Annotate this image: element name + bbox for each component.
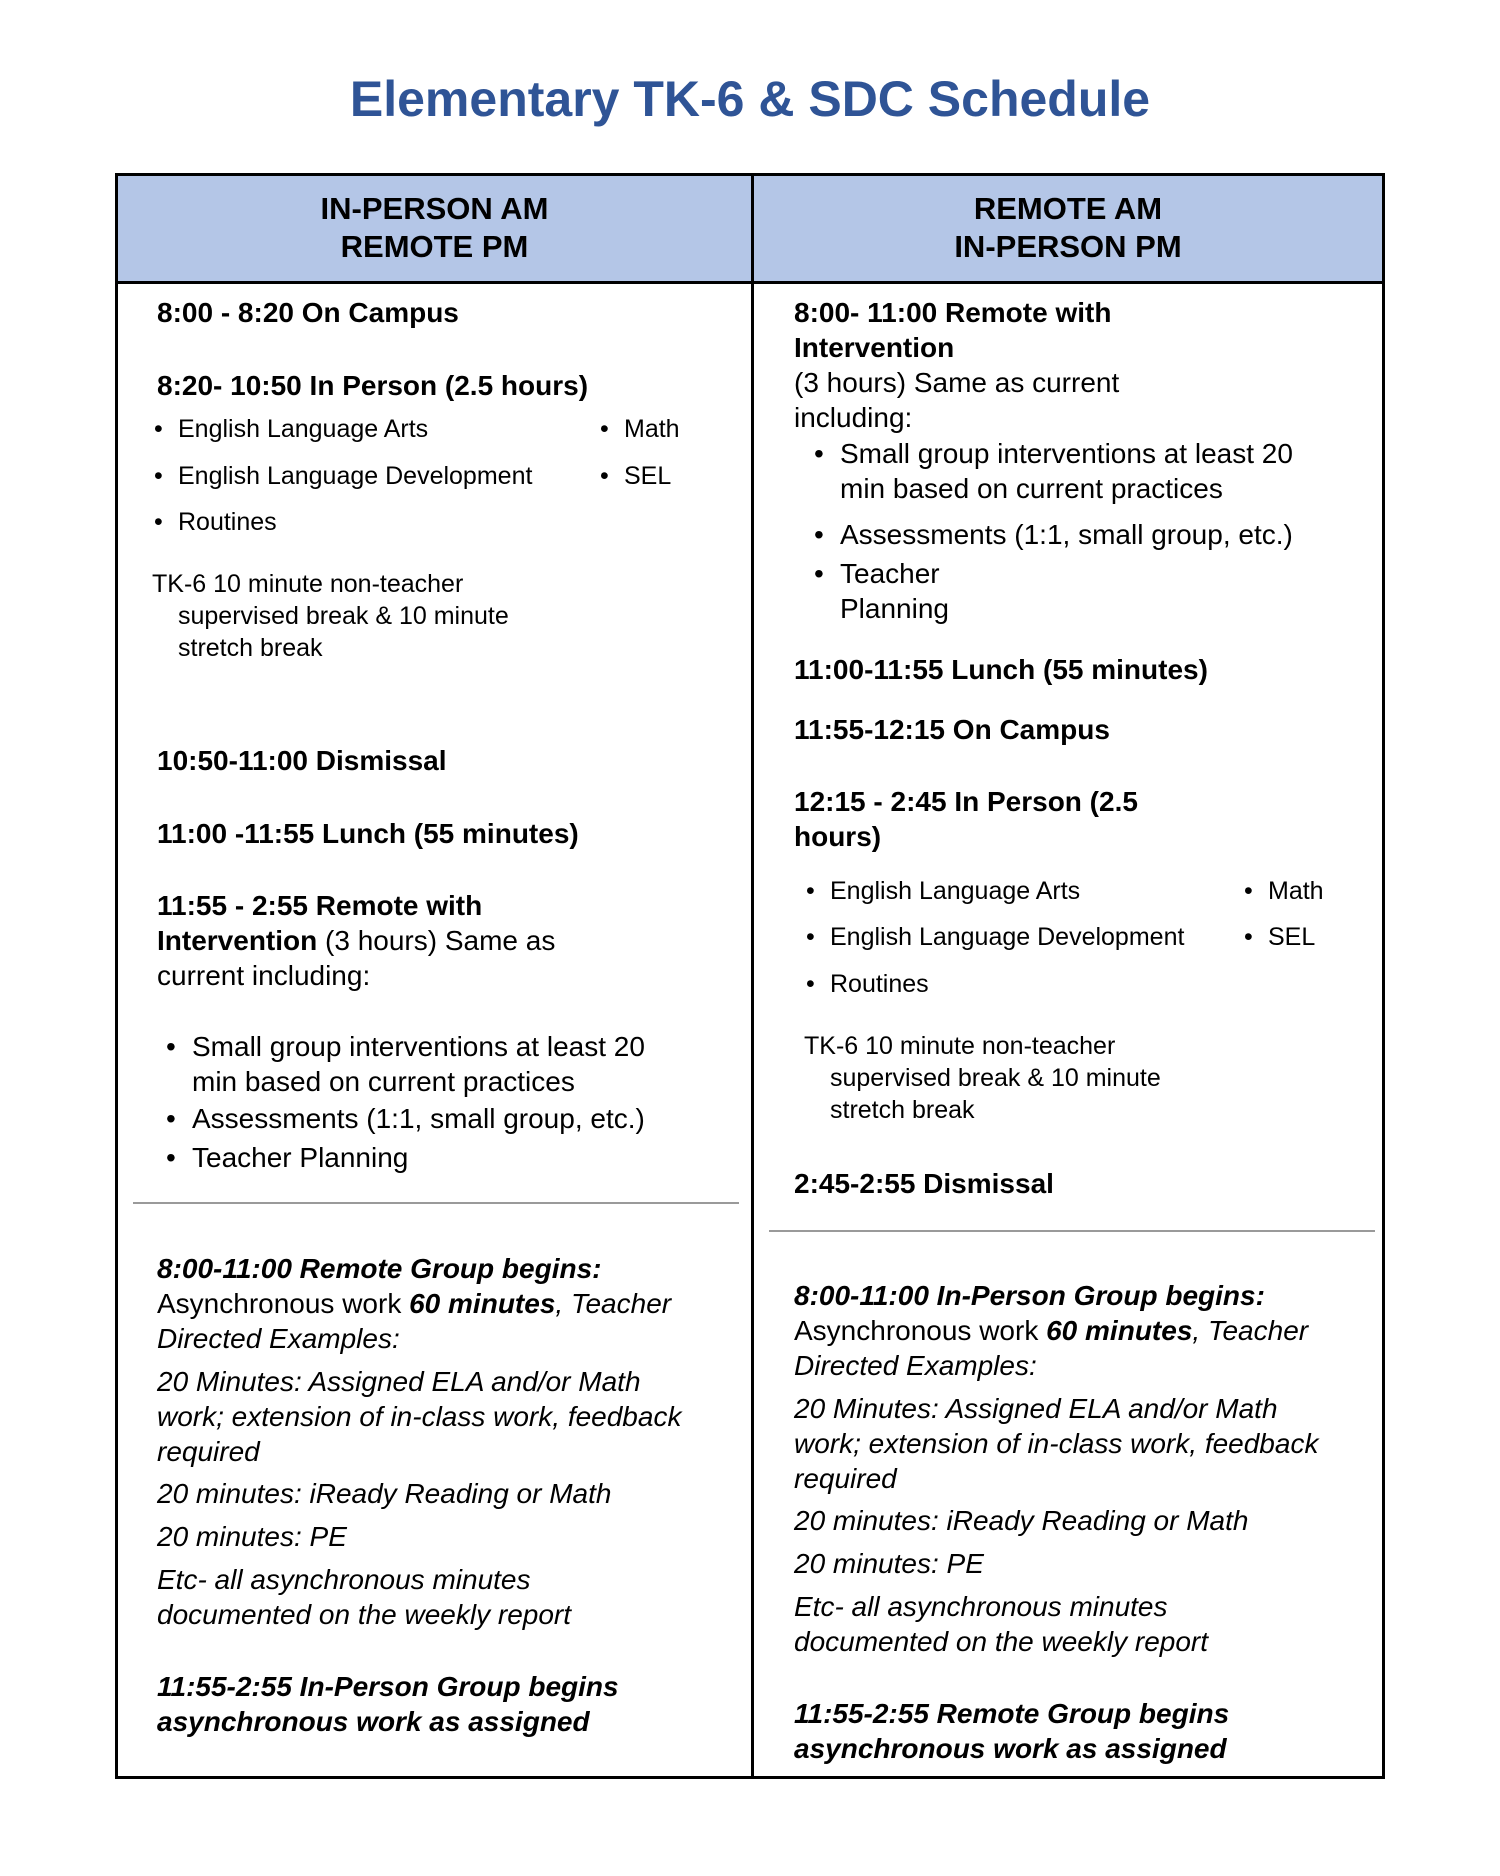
left-async-detail: 20 Minutes: Assigned ELA and/or Math	[157, 1366, 641, 1397]
left-async-detail: documented on the weekly report	[157, 1599, 572, 1630]
right-slot-in-person: hours)	[794, 821, 882, 852]
right-slot-in-person: 12:15 - 2:45 In Person (2.5	[794, 786, 1138, 817]
list-item: • Assessments (1:1, small group, etc.)	[840, 517, 1293, 552]
left-async-detail: work; extension of in-class work, feedback	[157, 1401, 682, 1432]
list-item: • Math	[624, 413, 680, 445]
list-item: • English Language Development	[830, 921, 1184, 953]
divider	[133, 1202, 739, 1204]
list-item-cont: Planning	[840, 593, 949, 624]
divider	[769, 1230, 1375, 1232]
list-item: • Small group interventions at least 20	[840, 436, 1293, 471]
right-slot-remote-line: including:	[794, 402, 913, 433]
right-async-detail: Etc- all asynchronous minutes	[794, 1591, 1168, 1622]
left-async-line: Asynchronous work 60 minutes, Teacher	[157, 1288, 672, 1319]
list-item: • SEL	[1268, 921, 1315, 953]
list-item: • SEL	[624, 460, 671, 492]
right-slot-remote-title: Intervention	[794, 332, 955, 363]
right-async-detail: 20 minutes: iReady Reading or Math	[794, 1505, 1249, 1536]
right-async-line: Asynchronous work 60 minutes, Teacher	[794, 1315, 1309, 1346]
break-note: stretch break	[178, 634, 323, 662]
list-item: • English Language Arts	[178, 413, 428, 445]
break-note: stretch break	[830, 1096, 975, 1124]
left-async-title: 8:00-11:00 Remote Group begins:	[157, 1253, 602, 1284]
list-item: • Assessments (1:1, small group, etc.)	[192, 1101, 645, 1136]
list-item: • Teacher	[840, 556, 940, 591]
right-async-detail: 20 minutes: PE	[794, 1548, 984, 1579]
right-async-end: asynchronous work as assigned	[794, 1733, 1227, 1764]
list-item-cont: min based on current practices	[192, 1066, 575, 1097]
left-slot-remote-title: 11:55 - 2:55 Remote with	[157, 890, 483, 921]
page-title: Elementary TK-6 & SDC Schedule	[349, 71, 1151, 127]
list-item: • Routines	[178, 506, 277, 538]
left-async-detail: required	[157, 1436, 260, 1467]
right-async-detail: 20 Minutes: Assigned ELA and/or Math	[794, 1393, 1278, 1424]
left-slot-in-person: 8:20- 10:50 In Person (2.5 hours)	[157, 370, 589, 401]
left-async-line: Directed Examples:	[157, 1323, 400, 1354]
right-slot-remote-title: 8:00- 11:00 Remote with	[794, 297, 1112, 328]
list-item-cont: min based on current practices	[840, 473, 1223, 504]
right-slot-on-campus: 11:55-12:15 On Campus	[794, 714, 1110, 745]
left-async-detail: 20 minutes: PE	[157, 1521, 347, 1552]
break-note: TK-6 10 minute non-teacher	[804, 1032, 1116, 1060]
right-async-detail: documented on the weekly report	[794, 1626, 1209, 1657]
left-async-detail: 20 minutes: iReady Reading or Math	[157, 1478, 612, 1509]
left-async-detail: Etc- all asynchronous minutes	[157, 1564, 531, 1595]
right-slot-remote-line: (3 hours) Same as current	[794, 367, 1120, 398]
header-in-person-am: IN-PERSON AM REMOTE PM	[320, 191, 549, 264]
right-async-detail: required	[794, 1463, 897, 1494]
list-item: • Small group interventions at least 20	[192, 1029, 645, 1064]
right-async-end: 11:55-2:55 Remote Group begins	[794, 1698, 1230, 1729]
list-item: • Routines	[830, 968, 929, 1000]
right-slot-dismissal: 2:45-2:55 Dismissal	[794, 1168, 1054, 1199]
right-async-title: 8:00-11:00 In-Person Group begins:	[794, 1280, 1265, 1311]
schedule-table	[115, 173, 1385, 1779]
break-note: TK-6 10 minute non-teacher	[152, 570, 464, 598]
left-async-end: 11:55-2:55 In-Person Group begins	[157, 1671, 619, 1702]
list-item: • English Language Development	[178, 460, 532, 492]
header-remote-am: REMOTE AM IN-PERSON PM	[954, 191, 1182, 264]
left-slot-dismissal: 10:50-11:00 Dismissal	[157, 745, 447, 776]
right-async-line: Directed Examples:	[794, 1350, 1037, 1381]
left-async-end: asynchronous work as assigned	[157, 1706, 590, 1737]
left-slot-remote-line: current including:	[157, 960, 371, 991]
right-async-detail: work; extension of in-class work, feedback	[794, 1428, 1319, 1459]
table-header-row	[118, 176, 1382, 284]
left-slot-on-campus: 8:00 - 8:20 On Campus	[157, 297, 459, 328]
column-divider	[751, 176, 754, 1776]
right-slot-lunch: 11:00-11:55 Lunch (55 minutes)	[794, 654, 1208, 685]
list-item: • Teacher Planning	[192, 1140, 408, 1175]
left-slot-remote-line: Intervention (3 hours) Same as	[157, 925, 556, 956]
list-item: • English Language Arts	[830, 875, 1080, 907]
break-note: supervised break & 10 minute	[178, 602, 509, 630]
left-slot-lunch: 11:00 -11:55 Lunch (55 minutes)	[157, 818, 579, 849]
list-item: • Math	[1268, 875, 1324, 907]
break-note: supervised break & 10 minute	[830, 1064, 1161, 1092]
